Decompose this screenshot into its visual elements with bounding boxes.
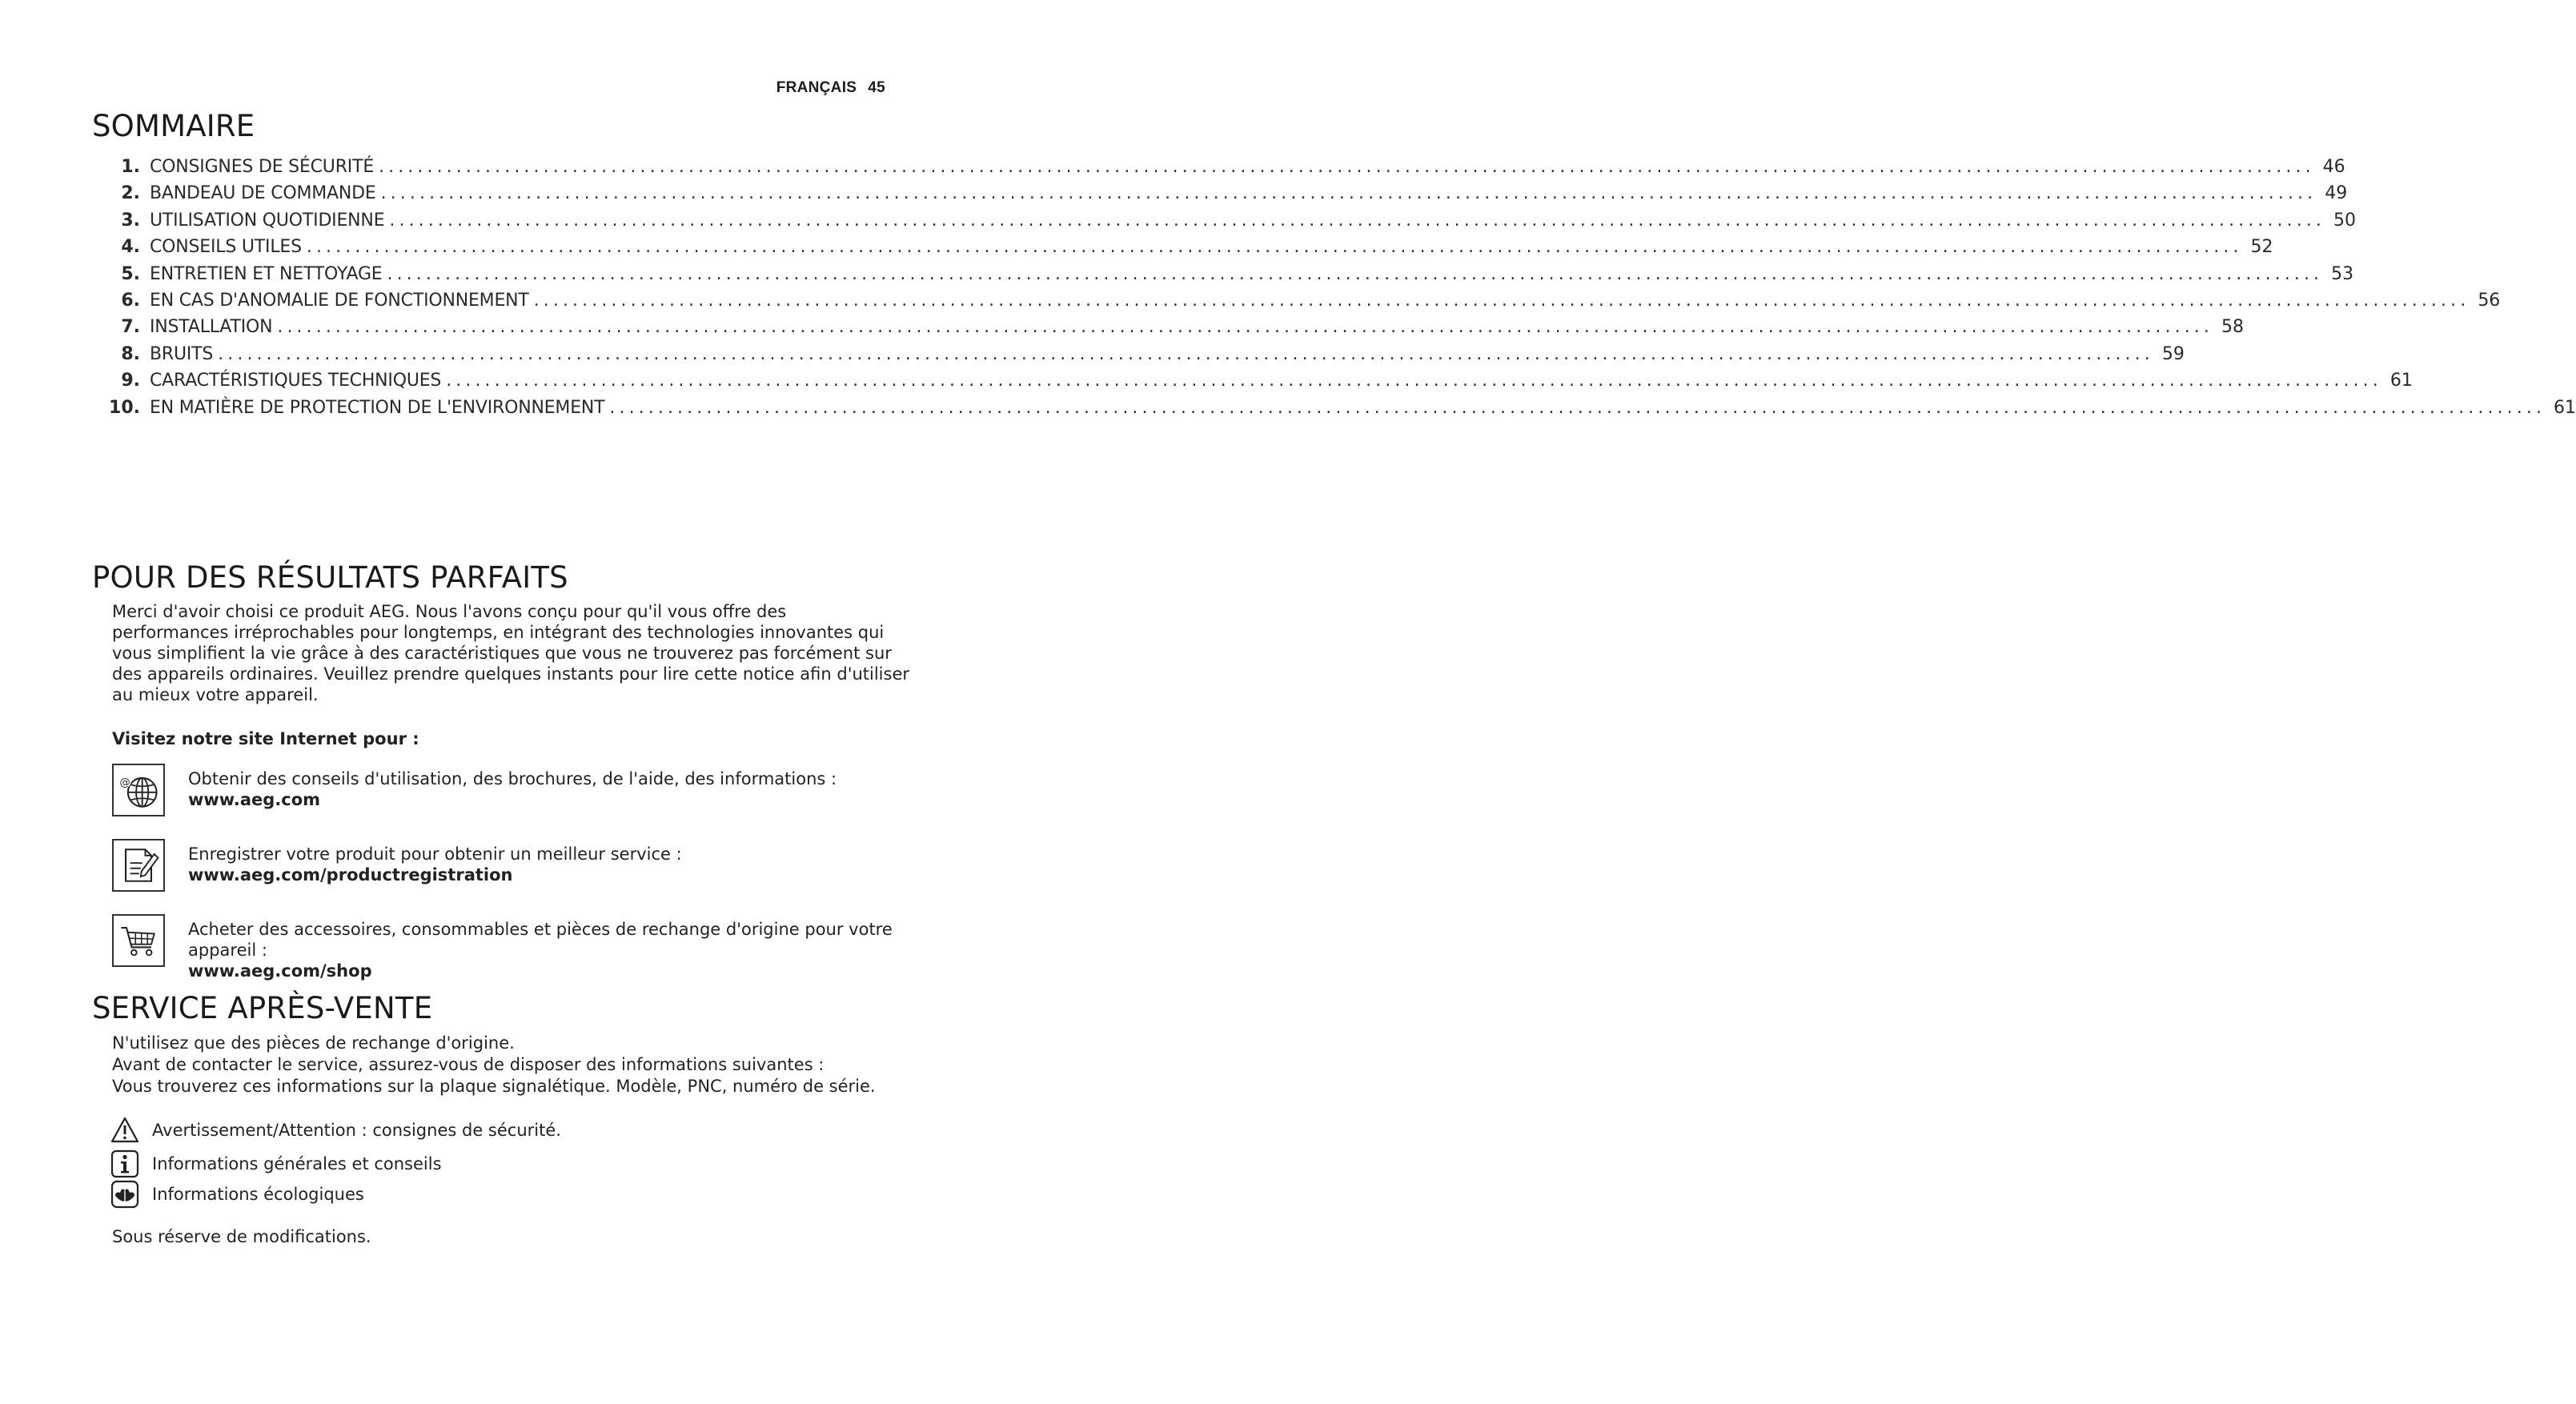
info-icon [110,1149,139,1178]
toc-entry-page: 50 [2333,210,2357,231]
service-line: N'utilisez que des pièces de rechange d'origine. [112,1033,515,1053]
toc-entry-page: 56 [2478,290,2501,311]
toc-entry-number: 6. [121,290,140,311]
shopping-cart-icon [112,914,165,967]
service-heading: SERVICE APRÈS-VENTE [92,991,433,1025]
intro-line: performances irréprochables pour longtemps, en intégrant des technologies innovantes qui [112,623,885,642]
toc-entry-number: 5. [121,263,140,284]
toc-entry[interactable] [104,397,2576,424]
toc-entry[interactable] [104,263,2354,291]
toc-entry-title: CARACTÉRISTIQUES TECHNIQUES [150,371,442,391]
toc-leader-dots: ........................................................................................................................................................................................................ [380,183,2317,204]
toc-heading: SOMMAIRE [92,109,255,143]
footer-note: Sous réserve de modifications. [112,1227,371,1246]
toc-leader-dots: ........................................................................................................................................................................................................ [446,371,2382,391]
legend-text: Informations générales et conseils [152,1154,442,1173]
toc-entry[interactable] [104,210,2357,237]
toc-entry-page: 58 [2221,317,2244,338]
web-item-text [188,768,909,810]
toc-entry-number: 2. [121,183,140,204]
register-pen-icon [112,839,165,892]
table-of-contents [104,157,2576,424]
toc-entry[interactable] [104,317,2244,343]
legend-item [110,1149,751,1178]
service-paragraph [112,1033,913,1097]
web-item [112,839,913,895]
toc-entry-page: 59 [2161,343,2185,364]
toc-entry-number: 7. [121,317,140,338]
page-header [776,79,885,97]
legend-item [110,1116,751,1145]
language-label: FRANÇAIS [776,79,857,96]
web-item-description: Acheter des accessoires, consommables et pièces de rechange d'origine pour votre [188,920,893,939]
toc-entry[interactable] [104,371,2413,397]
toc-leader-dots: ........................................................................................................................................................................................................ [306,237,2243,258]
toc-entry-page: 49 [2325,183,2348,204]
web-item [112,764,913,820]
toc-entry-title: INSTALLATION [150,317,273,338]
toc-entry-title: BRUITS [150,343,214,364]
toc-leader-dots: ........................................................................................................................................................................................................ [389,210,2326,231]
toc-entry-number: 10. [109,397,140,418]
toc-entry[interactable] [104,157,2345,183]
toc-leader-dots: ........................................................................................................................................................................................................ [533,290,2470,311]
toc-entry-title: EN MATIÈRE DE PROTECTION DE L'ENVIRONNEMENT [150,397,605,418]
toc-entry[interactable] [104,290,2501,317]
intro-line: au mieux votre appareil. [112,685,319,704]
intro-line: vous simplifient la vie grâce à des caractéristiques que vous ne trouverez pas forcément sur [112,644,892,663]
legend-item [110,1180,751,1209]
toc-entry-title: ENTRETIEN ET NETTOYAGE [150,263,383,284]
intro-line: des appareils ordinaires. Veuillez prendre quelques instants pour lire cette notice afin d'utiliser [112,664,910,684]
svg-text:@: @ [119,776,130,789]
toc-leader-dots: ........................................................................................................................................................................................................ [218,343,2154,364]
toc-entry-number: 8. [121,343,140,364]
results-heading: POUR DES RÉSULTATS PARFAITS [92,560,568,595]
service-line: Avant de contacter le service, assurez-vous de disposer des informations suivantes : [112,1055,825,1074]
toc-entry-title: EN CAS D'ANOMALIE DE FONCTIONNEMENT [150,290,529,311]
toc-entry-page: 52 [2250,237,2273,258]
toc-entry[interactable] [104,343,2185,371]
toc-entry-title: UTILISATION QUOTIDIENNE [150,210,385,231]
web-item-description: appareil : [188,941,267,960]
toc-leader-dots: ........................................................................................................................................................................................................ [609,397,2546,418]
toc-entry-title: CONSEILS UTILES [150,237,302,258]
eco-leaf-icon [110,1180,139,1209]
toc-entry-title: CONSIGNES DE SÉCURITÉ [150,157,375,177]
web-item [112,914,913,981]
web-link[interactable]: www.aeg.com/productregistration [188,865,513,885]
toc-leader-dots: ........................................................................................................................................................................................................ [277,317,2213,338]
service-line: Vous trouverez ces informations sur la plaque signalétique. Modèle, PNC, numéro de série. [112,1077,876,1096]
web-item-description: Obtenir des conseils d'utilisation, des brochures, de l'aide, des informations : [188,769,837,788]
toc-entry-page: 61 [2389,371,2413,391]
web-item-text [188,844,909,885]
web-link[interactable]: www.aeg.com/shop [188,961,372,981]
toc-entry-page: 46 [2322,157,2345,177]
toc-entry-number: 3. [121,210,140,231]
visit-label: Visitez notre site Internet pour : [112,729,419,748]
page-number: 45 [868,79,885,96]
toc-entry[interactable] [104,183,2348,210]
globe-at-icon [112,764,165,816]
web-link[interactable]: www.aeg.com [188,790,321,809]
toc-entry-number: 9. [121,371,140,391]
intro-paragraph [112,601,913,705]
toc-entry-page: 53 [2331,263,2354,284]
web-item-description: Enregistrer votre produit pour obtenir un meilleur service : [188,844,682,864]
toc-entry-number: 1. [121,157,140,177]
toc-entry[interactable] [104,237,2273,263]
legend-text: Informations écologiques [152,1185,364,1204]
toc-entry-title: BANDEAU DE COMMANDE [150,183,376,204]
toc-leader-dots: ........................................................................................................................................................................................................ [387,263,2324,284]
warning-triangle-icon [110,1116,139,1145]
legend-text: Avertissement/Attention : consignes de sécurité. [152,1121,561,1140]
toc-entry-number: 4. [121,237,140,258]
toc-leader-dots: ........................................................................................................................................................................................................ [379,157,2315,177]
toc-entry-page: 61 [2554,397,2576,418]
web-item-text [188,919,909,981]
intro-line: Merci d'avoir choisi ce produit AEG. Nous l'avons conçu pour qu'il vous offre des [112,602,787,621]
